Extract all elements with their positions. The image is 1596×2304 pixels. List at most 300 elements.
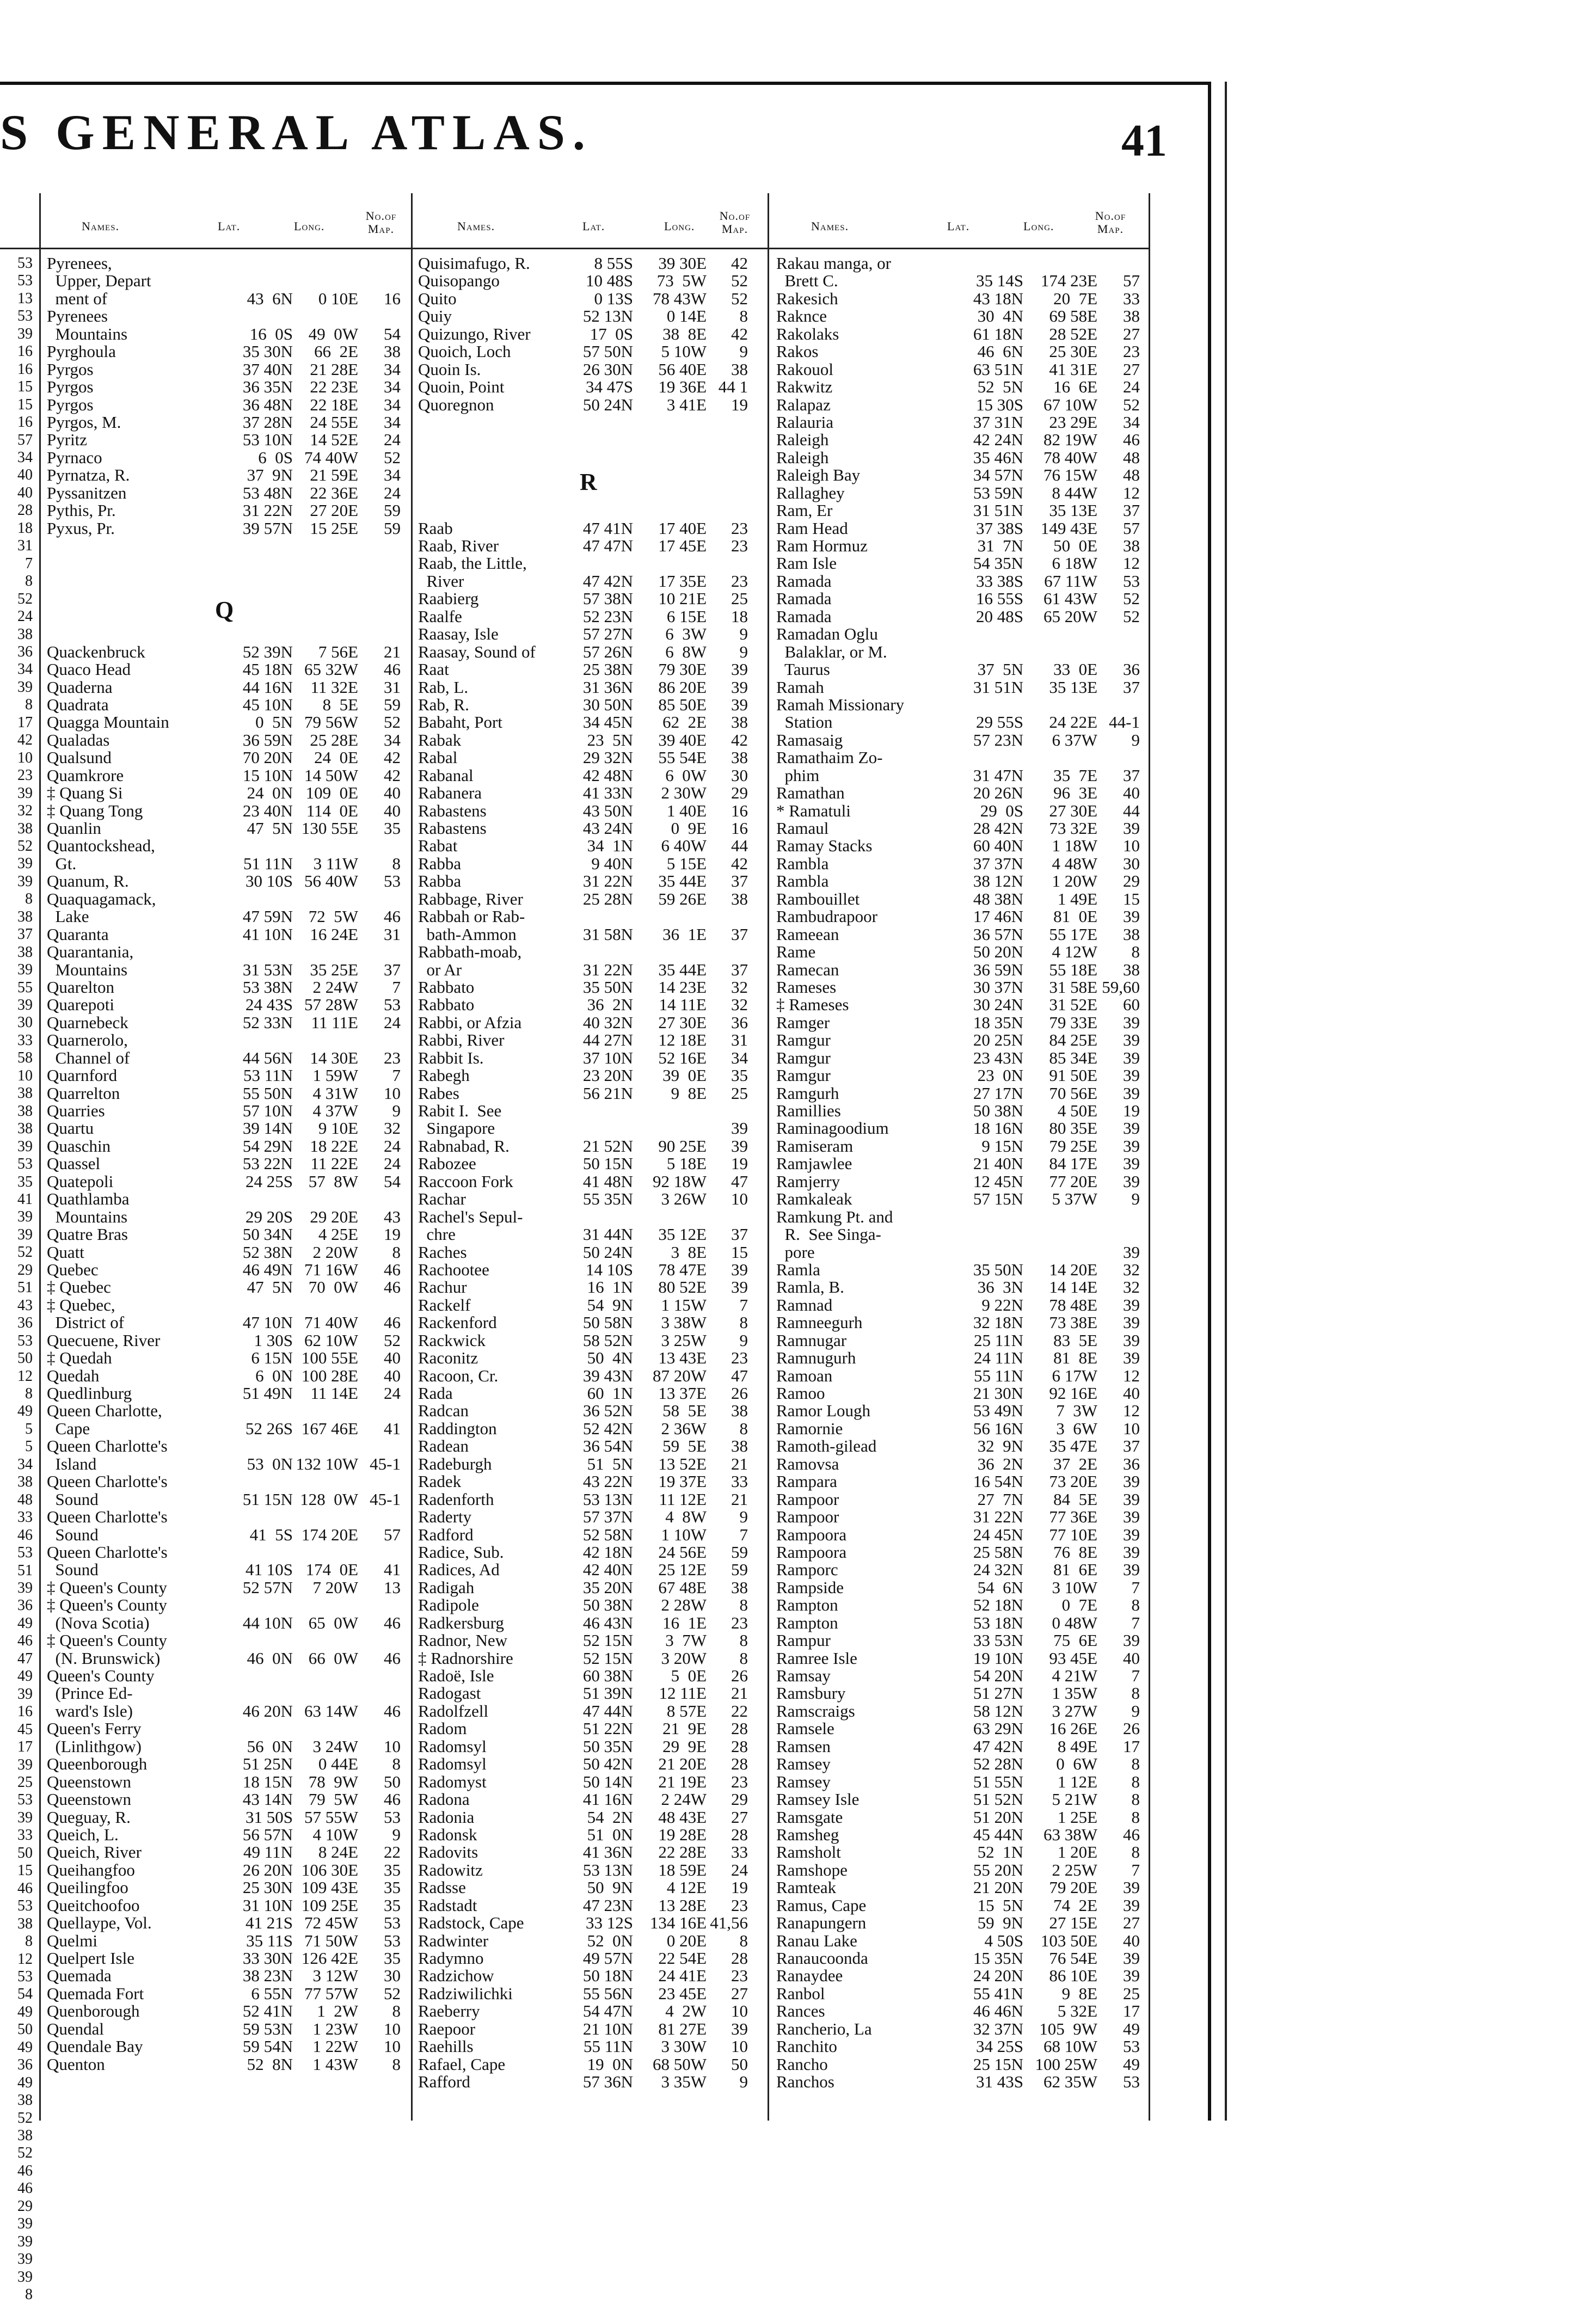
latitude: 50 58N [582, 1313, 633, 1332]
gazetteer-entry [47, 590, 409, 607]
partial-map-number: 53 [17, 1544, 33, 1562]
place-name: Rameean [776, 924, 839, 944]
place-name: Ramnugar [776, 1330, 847, 1350]
gazetteer-entry [47, 1526, 409, 1544]
place-name: Quarantania, [47, 942, 134, 962]
place-name: Ramgur [776, 1030, 831, 1050]
latitude: 21 20N [973, 1878, 1023, 1897]
gazetteer-entry [47, 1703, 409, 1720]
latitude: 43 50N [582, 801, 633, 820]
longitude: 10 21E [658, 589, 707, 609]
map-number: 52 [384, 712, 401, 732]
longitude: 70 0W [308, 1277, 358, 1297]
longitude: 1 22W [312, 2037, 358, 2056]
latitude: 63 29N [973, 1719, 1023, 1738]
place-name: District of [47, 1313, 125, 1332]
place-name: Rambla [776, 853, 829, 873]
gazetteer-entry [776, 573, 1146, 590]
place-name: Radovits [418, 1842, 478, 1862]
place-name: Raleigh [776, 430, 829, 450]
map-number: 24 [384, 483, 401, 502]
gazetteer-entry [776, 1879, 1146, 1896]
map-number: 57 [384, 1525, 401, 1544]
place-name: Quedlinburg [47, 1384, 132, 1403]
place-name: Raches [418, 1242, 467, 1262]
map-number: 46 [384, 1259, 401, 1279]
longitude: 11 11E [311, 1012, 358, 1032]
place-name: Quamkrore [47, 765, 124, 785]
column-header-3 [811, 210, 1143, 242]
longitude: 36 1E [662, 924, 707, 944]
place-name: Rabastens [418, 819, 487, 838]
latitude: 37 5N [977, 660, 1023, 679]
map-number: 9 [1131, 1701, 1140, 1721]
latitude: 32 18N [973, 1313, 1023, 1332]
latitude: 6 55N [251, 1983, 293, 2003]
longitude: 77 10E [1049, 1525, 1097, 1544]
place-name: Quito [418, 288, 457, 308]
map-number: 59 [384, 695, 401, 714]
latitude: 21 10N [582, 2019, 633, 2038]
gazetteer-entry [418, 308, 764, 325]
map-number: 10 [731, 2001, 748, 2021]
partial-map-number: 30 [17, 1014, 33, 1031]
place-name: Raknce [776, 306, 827, 326]
partial-map-number: 39 [17, 2251, 33, 2268]
place-name: Ramsay [776, 1666, 831, 1685]
partial-map-number: 51 [17, 1562, 33, 1579]
gazetteer-entry [47, 555, 409, 572]
longitude: 14 50W [304, 765, 358, 785]
latitude: 46 0N [247, 1648, 293, 1668]
place-name: Ram Hormuz [776, 536, 868, 555]
place-name: Radogast [418, 1684, 481, 1703]
longitude: 73 20E [1049, 1472, 1097, 1491]
place-name: Quaschin [47, 1136, 111, 1156]
partial-map-number: 38 [17, 2092, 33, 2109]
map-number: 28 [731, 1949, 748, 1968]
partial-map-number: 41 [17, 1191, 33, 1208]
longitude: 8 57E [666, 1701, 707, 1721]
map-number: 30 [384, 1966, 401, 1986]
partial-map-number: 53 [17, 1897, 33, 1915]
longitude: 5 15E [666, 853, 707, 873]
gazetteer-entry [776, 1861, 1146, 1879]
latitude: 16 55S [976, 589, 1023, 609]
latitude: 54 6N [977, 1577, 1023, 1597]
latitude: 18 16N [973, 1119, 1023, 1138]
latitude: 35 11S [246, 1931, 293, 1950]
header-names: Names. [457, 219, 495, 233]
place-name: Quaco Head [47, 660, 131, 679]
place-name: Ramgurh [776, 1083, 839, 1103]
gazetteer-entry [776, 590, 1146, 607]
map-number: 22 [384, 1842, 401, 1862]
longitude: 1 20E [1057, 1842, 1097, 1862]
place-name: Racoon, Cr. [418, 1366, 499, 1385]
latitude: 41 48N [582, 1171, 633, 1191]
gazetteer-entry [418, 1985, 764, 2002]
gazetteer-entry [418, 1667, 764, 1685]
latitude: 36 57N [973, 924, 1023, 944]
latitude: 49 57N [582, 1949, 633, 1968]
place-name: Quoin Is. [418, 359, 481, 379]
longitude: 85 34E [1049, 1048, 1097, 1067]
map-number: 27 [1123, 324, 1140, 343]
partial-map-number: 39 [17, 961, 33, 979]
map-number: 39 [1123, 1295, 1140, 1314]
gazetteer-entry [776, 1261, 1146, 1279]
place-name: Radnor, New [418, 1631, 508, 1650]
place-name: Raconitz [418, 1348, 478, 1368]
map-number: 46 [384, 1613, 401, 1632]
gazetteer-column-3 [776, 255, 1146, 2091]
gazetteer-entry [47, 325, 409, 343]
longitude: 106 30E [301, 1860, 358, 1879]
place-name: Pyrenees [47, 306, 108, 326]
gazetteer-entry [776, 890, 1146, 908]
longitude: 72 45W [304, 1913, 358, 1933]
gazetteer-entry [418, 1967, 764, 1984]
longitude: 76 54E [1049, 1949, 1097, 1968]
longitude: 3 38W [661, 1313, 707, 1332]
gazetteer-entry [47, 1720, 409, 1737]
latitude: 17 0S [590, 324, 633, 343]
latitude: 51 55N [973, 1772, 1023, 1791]
map-number: 35 [384, 819, 401, 838]
latitude: 42 40N [582, 1560, 633, 1580]
longitude: 50 0E [1053, 536, 1097, 555]
gazetteer-entry [776, 873, 1146, 890]
longitude: 39 40E [658, 730, 707, 749]
place-name: ‡ Radnorshire [418, 1648, 513, 1668]
latitude: 31 22N [242, 501, 293, 520]
gazetteer-entry [47, 679, 409, 696]
partial-map-number: 46 [17, 2162, 33, 2179]
place-name: Pyssanitzen [47, 483, 127, 502]
partial-map-number: 57 [17, 431, 33, 448]
longitude: 7 56E [318, 642, 358, 661]
latitude: 50 4N [587, 1348, 633, 1368]
longitude: 27 20E [310, 501, 358, 520]
place-name: Rabastens [418, 801, 487, 820]
map-number: 10 [384, 1736, 401, 1756]
latitude: 50 9N [587, 1878, 633, 1897]
latitude: 31 51N [973, 677, 1023, 697]
map-number: 23 [731, 1895, 748, 1915]
longitude: 62 35W [1043, 2072, 1097, 2092]
latitude: 16 1N [587, 1277, 633, 1297]
place-name: Radymno [418, 1949, 484, 1968]
latitude: 41 10N [242, 924, 293, 944]
gazetteer-entry [47, 2038, 409, 2055]
gazetteer-entry [418, 1067, 764, 1084]
place-name: Rabnabad, R. [418, 1136, 510, 1156]
latitude: 46 49N [242, 1259, 293, 1279]
partial-map-number: 37 [17, 926, 33, 943]
column-rule [411, 193, 413, 2121]
longitude: 56 40E [658, 359, 707, 379]
gazetteer-entry [776, 255, 1146, 272]
latitude: 40 32N [582, 1012, 633, 1032]
place-name: Queguay, R. [47, 1807, 131, 1827]
map-number: 46 [384, 1790, 401, 1809]
longitude: 58 5E [662, 1401, 707, 1421]
latitude: 26 30N [582, 359, 633, 379]
gazetteer-entry [47, 1332, 409, 1349]
longitude: 103 50E [1040, 1931, 1097, 1950]
map-number: 39 [1123, 1507, 1140, 1527]
map-number: 38 [731, 889, 748, 908]
gazetteer-entry [47, 732, 409, 749]
place-name: Balaklar, or M. [776, 642, 887, 661]
place-name: Radek [418, 1472, 462, 1491]
map-number: 8 [739, 306, 748, 326]
gazetteer-entry [47, 573, 409, 590]
gazetteer-entry [776, 1349, 1146, 1367]
longitude: 3 27W [1052, 1701, 1097, 1721]
gazetteer-entry [776, 1914, 1146, 1932]
place-name: or Ar [418, 960, 462, 979]
latitude: 23 5N [587, 730, 633, 749]
latitude: 52 1N [977, 1842, 1023, 1862]
gazetteer-entry [47, 1173, 409, 1190]
map-number: 29 [731, 783, 748, 803]
map-number: 26 [731, 1666, 748, 1685]
place-name: Raab, the Little, [418, 554, 527, 573]
latitude: 10 48S [586, 271, 633, 291]
latitude: 51 20N [973, 1807, 1023, 1827]
gazetteer-entry [418, 1561, 764, 1578]
longitude: 14 20E [1049, 1259, 1097, 1279]
partial-map-number: 15 [17, 378, 33, 396]
longitude: 167 46E [301, 1418, 358, 1438]
place-name: Quarnford [47, 1066, 118, 1085]
latitude: 12 45N [973, 1171, 1023, 1191]
place-name: Raehills [418, 2037, 474, 2056]
place-name: Rachur [418, 1277, 467, 1297]
latitude: 21 40N [973, 1154, 1023, 1173]
partial-map-number: 8 [25, 696, 33, 714]
latitude: 52 8N [247, 2054, 293, 2074]
map-number: 49 [1123, 2054, 1140, 2074]
longitude: 1 49E [1057, 889, 1097, 908]
gazetteer-entry [776, 1685, 1146, 1702]
map-number: 37 [731, 1225, 748, 1244]
place-name: (Prince Ed- [47, 1684, 133, 1703]
gazetteer-entry [47, 1385, 409, 1402]
map-number: 13 [384, 1577, 401, 1597]
place-name: Quaderna [47, 677, 113, 697]
place-name: Cape [47, 1418, 90, 1438]
page-title: S GENERAL ATLAS. [0, 105, 593, 160]
gazetteer-entry [47, 484, 409, 502]
longitude: 132 10W [296, 1454, 358, 1473]
map-number: 8 [739, 1648, 748, 1668]
place-name: Ramada [776, 606, 832, 626]
longitude: 81 8E [1053, 1348, 1097, 1368]
gazetteer-entry [776, 414, 1146, 431]
longitude: 5 18E [666, 1154, 707, 1173]
gazetteer-entry [418, 979, 764, 996]
longitude: 79 25E [1049, 1136, 1097, 1156]
longitude: 33 0E [1053, 660, 1097, 679]
partial-map-number: 39 [17, 1138, 33, 1155]
latitude: 47 44N [582, 1701, 633, 1721]
longitude: 63 38W [1043, 1824, 1097, 1844]
gazetteer-entry [418, 1349, 764, 1367]
longitude: 90 25E [658, 1136, 707, 1156]
place-name: Rabbato [418, 995, 475, 1015]
longitude: 1 35W [1052, 1684, 1097, 1703]
gazetteer-entry [418, 1385, 764, 1402]
partial-map-number: 39 [17, 997, 33, 1014]
partial-map-number: 16 [17, 360, 33, 378]
longitude: 2 25W [1052, 1860, 1097, 1879]
gazetteer-entry [776, 1067, 1146, 1084]
place-name: Quarrelton [47, 1083, 120, 1103]
partial-map-number: 39 [17, 2215, 33, 2233]
longitude: 80 52E [658, 1277, 707, 1297]
latitude: 53 13N [582, 1489, 633, 1509]
longitude: 57 8W [308, 1171, 358, 1191]
map-number: 8 [1131, 1807, 1140, 1827]
latitude: 28 42N [973, 819, 1023, 838]
longitude: 49 0W [308, 324, 358, 343]
latitude: 9 15N [981, 1136, 1023, 1156]
gazetteer-entry [776, 749, 1146, 766]
partial-map-number: 31 [17, 537, 33, 555]
latitude: 51 15N [242, 1489, 293, 1509]
longitude: 1 20W [1052, 871, 1097, 891]
place-name: Ramkung Pt. and [776, 1207, 893, 1226]
gazetteer-entry [47, 1314, 409, 1331]
place-name: Queitchoofoo [47, 1895, 140, 1915]
latitude: 41 36N [582, 1842, 633, 1862]
gazetteer-entry [776, 1173, 1146, 1190]
latitude: 42 18N [582, 1542, 633, 1562]
partial-map-number: 53 [17, 1156, 33, 1173]
gazetteer-entry [418, 873, 764, 890]
partial-map-number: 53 [17, 1968, 33, 1985]
map-number: 39 [731, 677, 748, 697]
map-number: 10 [1123, 1418, 1140, 1438]
gazetteer-entry [47, 855, 409, 873]
place-name: Raepoor [418, 2019, 476, 2038]
partial-map-number: 53 [17, 272, 33, 290]
place-name: Island [47, 1454, 97, 1473]
latitude: 24 20N [973, 1966, 1023, 1986]
partial-map-number: 47 [17, 1650, 33, 1667]
latitude: 59 53N [242, 2019, 293, 2038]
latitude: 30 4N [977, 306, 1023, 326]
map-number: 32 [731, 995, 748, 1015]
latitude: 50 24N [582, 395, 633, 414]
longitude: 7 3W [1056, 1401, 1097, 1421]
latitude: 36 59N [973, 960, 1023, 979]
longitude: 2 20W [312, 1242, 358, 1262]
map-number: 24 [384, 1136, 401, 1156]
map-number: 23 [384, 1048, 401, 1067]
map-number: 53 [1123, 2037, 1140, 2056]
map-number: 39 [731, 660, 748, 679]
place-name: Queenborough [47, 1754, 148, 1774]
gazetteer-entry [47, 979, 409, 996]
map-number: 52 [1123, 606, 1140, 626]
partial-map-number: 34 [17, 448, 33, 466]
gazetteer-entry [776, 1773, 1146, 1791]
place-name: Queen's County [47, 1666, 155, 1685]
gazetteer-entry [418, 1703, 764, 1720]
longitude: 109 43E [301, 1878, 358, 1897]
map-number: 44 1 [718, 377, 748, 397]
latitude: 15 10N [242, 765, 293, 785]
place-name: Taurus [776, 660, 830, 679]
partial-map-number: 33 [17, 1509, 33, 1526]
place-name: Rakesich [776, 288, 838, 308]
map-number: 25 [1123, 1983, 1140, 2003]
latitude: 24 0N [247, 783, 293, 803]
place-name: Rakau manga, or [776, 254, 891, 273]
map-number: 8 [392, 853, 401, 873]
place-name: Queilingfoo [47, 1878, 128, 1897]
place-name: Radomsyl [418, 1736, 487, 1756]
latitude: 52 39N [242, 642, 293, 661]
partial-map-number: 49 [17, 1614, 33, 1632]
map-number: 38 [731, 748, 748, 767]
longitude: 57 55W [304, 1807, 358, 1827]
map-number: 46 [1123, 1824, 1140, 1844]
map-number: 40 [384, 783, 401, 803]
place-name: Pyritz [47, 430, 88, 450]
gazetteer-entry [418, 1579, 764, 1596]
place-name: Ramathaim Zo- [776, 748, 883, 767]
longitude: 92 18W [652, 1171, 707, 1191]
partial-map-number: 55 [17, 979, 33, 996]
latitude: 36 35N [242, 377, 293, 397]
map-number: 53 [384, 1807, 401, 1827]
gazetteer-entry [776, 2020, 1146, 2038]
latitude: 31 47N [973, 765, 1023, 785]
latitude: 37 40N [242, 359, 293, 379]
partial-map-number: 52 [17, 2145, 33, 2162]
partial-map-number: 38 [17, 625, 33, 643]
map-number: 9 [739, 342, 748, 361]
place-name: Ramecan [776, 960, 839, 979]
longitude: 24 0E [314, 748, 358, 767]
latitude: 41 21S [245, 1913, 293, 1933]
map-number: 24 [731, 1860, 748, 1879]
longitude: 2 24W [312, 977, 358, 997]
latitude: 43 22N [582, 1472, 633, 1491]
place-name: Rabanera [418, 783, 482, 803]
latitude: 51 39N [582, 1684, 633, 1703]
map-number: 46 [384, 1277, 401, 1297]
gazetteer-entry [418, 1190, 764, 1208]
partial-map-number: 38 [17, 943, 33, 961]
partial-map-number: 33 [17, 1827, 33, 1844]
map-number: 42 [384, 748, 401, 767]
latitude: 53 11N [243, 1066, 293, 1085]
map-number: 34 [384, 465, 401, 485]
latitude: 60 38N [582, 1666, 633, 1685]
latitude: 50 38N [582, 1595, 633, 1615]
place-name: Rab, R. [418, 695, 469, 714]
longitude: 19 28E [658, 1824, 707, 1844]
gazetteer-entry [776, 1244, 1146, 1261]
partial-map-number: 8 [25, 2286, 33, 2303]
map-number: 45-1 [370, 1489, 401, 1509]
